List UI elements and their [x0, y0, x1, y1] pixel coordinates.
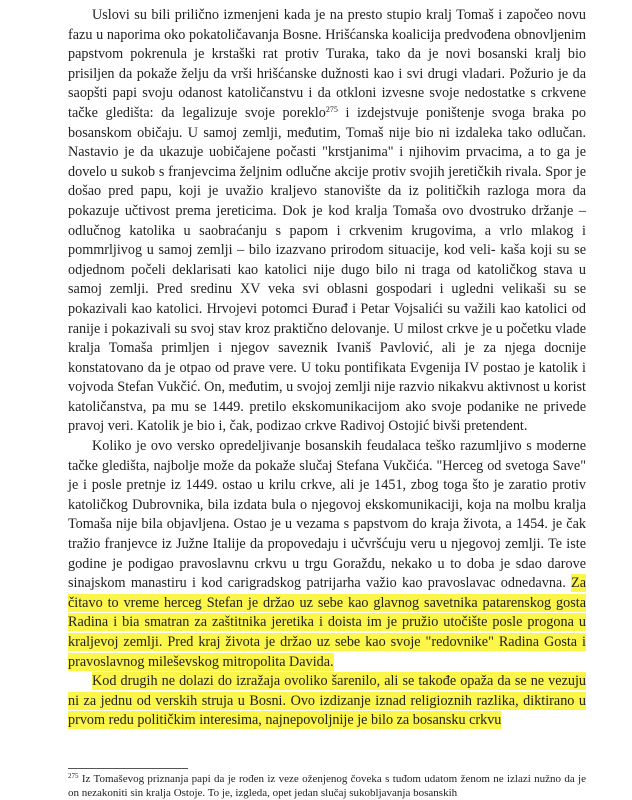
footnote-275: [68, 772, 586, 800]
paragraph-3-highlight: Kod drugih ne dolazi do izražaja ovoliko šarenilo, ali se takođe opaža da se ne vezuju ni za jednu od verskih struja u Bosni. Ovo izdizanje iznad religioznih razlika, diktirano u prvom redu političkim interesima, najnepovoljnije je bilo za bosansku crkvu: [68, 673, 586, 729]
paragraph-1: [68, 6, 586, 437]
paragraph-1-text-b: i izdejstvuje poništenje svoga braka po bosanskom običaju. U samoj zemlji, međutim, Tomaš nije bio ni izdaleka tako odlučan. Nastavio je da ukazuje uobičajene počasti "krstjanima" i njihovim prvacima, a to ga je dovelo u sukob s franjevcima željnim odlučne akcije protiv svojih jeretičkih rivala. Spor je došao pred papu, koji je uvažio kraljevo stanovište da iz političkih razloga mora da pokazuje učtivost prema jereticima. Dok je kod kralja Tomaša ovo dvostruko držanje – odlučnog katolika u saobraćanju s papom i crkvenim krugovima, a vrlo mlakog i pommrljivog u samoj zemlji – bilo izazvano prirodom situacije, kod veli- kaša koji su se odjednom počeli deklarisati kao katolici nije dugo bilo ni traga od katoličkog stava u samoj zemlji. Pred sredinu XV veka svi oblasni gospodari i ugledni velikaši su se pokazivali kao katolici. Hrvojevi potomci Đurađ i Petar Vojsalići su važili kao katolici od ranije i pokazivali su svoj stav kroz praktično delovanje. U milost crkve je u početku vlade kralja Tomaša primljen i njegov saveznik Ivaniš Pavlović, ali je za njega docnije konstatovano da je otpao od prave vere. U toku pontifikata Evgenija IV postao je katolik i vojvoda Stefan Vukčić. On, međutim, u svojoj zemlji nije razvio nikakvu aktivnost u korist katoličanstva, pa mu se 1449. pretilo ekskomunikacijom ako svoje podanike ne privede pravoj veri. Katolik je bio i, čak, podizao crkve Radivoj Ostojić bivši pretendent.: [68, 104, 586, 435]
paragraph-1-text-a: Uslovi su bili prilično izmenjeni kada je na presto stupio kralj Tomaš i započeo novu fazu u naporima oko pokatoličavanja Bosne. Hrišćanska koalicija predvođena obnovljenim papstvom pokrenula je krstaški rat protiv Turaka, tako da je novi bosanski kralj bio prisiljen da pokaže želju da vrši hrišćanske dužnosti kao i svi drugi vladari. Požurio je da saopšti papi svoju odanost katoličanstvu i da otkloni izvesne svoje nedostatke s crkvene tačke gledišta: da legalizuje svoje poreklo: [68, 7, 586, 121]
footnote-text: Iz Tomaševog priznanja papi da je rođen iz veze oženjenog čoveka s tuđom udatom ženom ne izlazi nužno da je on nezakoniti sin kralja Ostoje. To je, izgleda, opet jedan slučaj sukobljavanja bosanskih: [68, 773, 586, 799]
paragraph-2-text: Koliko je ovo versko opredeljivanje bosanskih feudalaca teško razumljivo s moderne tačke gledišta, najbolje može da pokaže slučaj Stefana Vukčića. "Herceg od svetoga Save" je i posle pretnje iz 1449. ostao u krilu crkve, ali je 1451, zbog toga što je zaratio protiv katoličkog Dubrovnika, bila izdata bula o njegovoj ekskomunikaciji, koja na molbu kralja Tomaša nije bila objavljena. Ostao je u vezama s papstvom do kraja života, a 1454. je čak tražio franjevce iz Južne Italije da propovedaju i učvršćuju veru u njegovoj zemlji. Te iste godine je podigao pravoslavnu crkvu u trgu Goraždu, nekako u to doba je sdao darove sinajskom manastiru i kod carigradskog patrijarha važio kao pravoslavac odnedavna.: [68, 438, 586, 592]
footnote-ref-275[interactable]: 275: [325, 104, 338, 114]
footnote-number: 275: [68, 772, 79, 780]
document-page: [68, 6, 586, 731]
paragraph-2: [68, 437, 586, 672]
paragraph-3: [68, 672, 586, 731]
footnote-divider: [68, 768, 188, 769]
paragraph-2-highlight: Za čitavo to vreme herceg Stefan je držao uz sebe kao glavnog savetnika patarenskog gosta Radina i bia smatran za zaštitnika jeretika i doista im je pružio utočište posle progona u kraljevoj zemlji. Pred kraj života je držao uz sebe kao svoje "redovnike" Radina Gosta i pravoslavnog mileševskog mitropolita Davida.: [68, 575, 586, 670]
